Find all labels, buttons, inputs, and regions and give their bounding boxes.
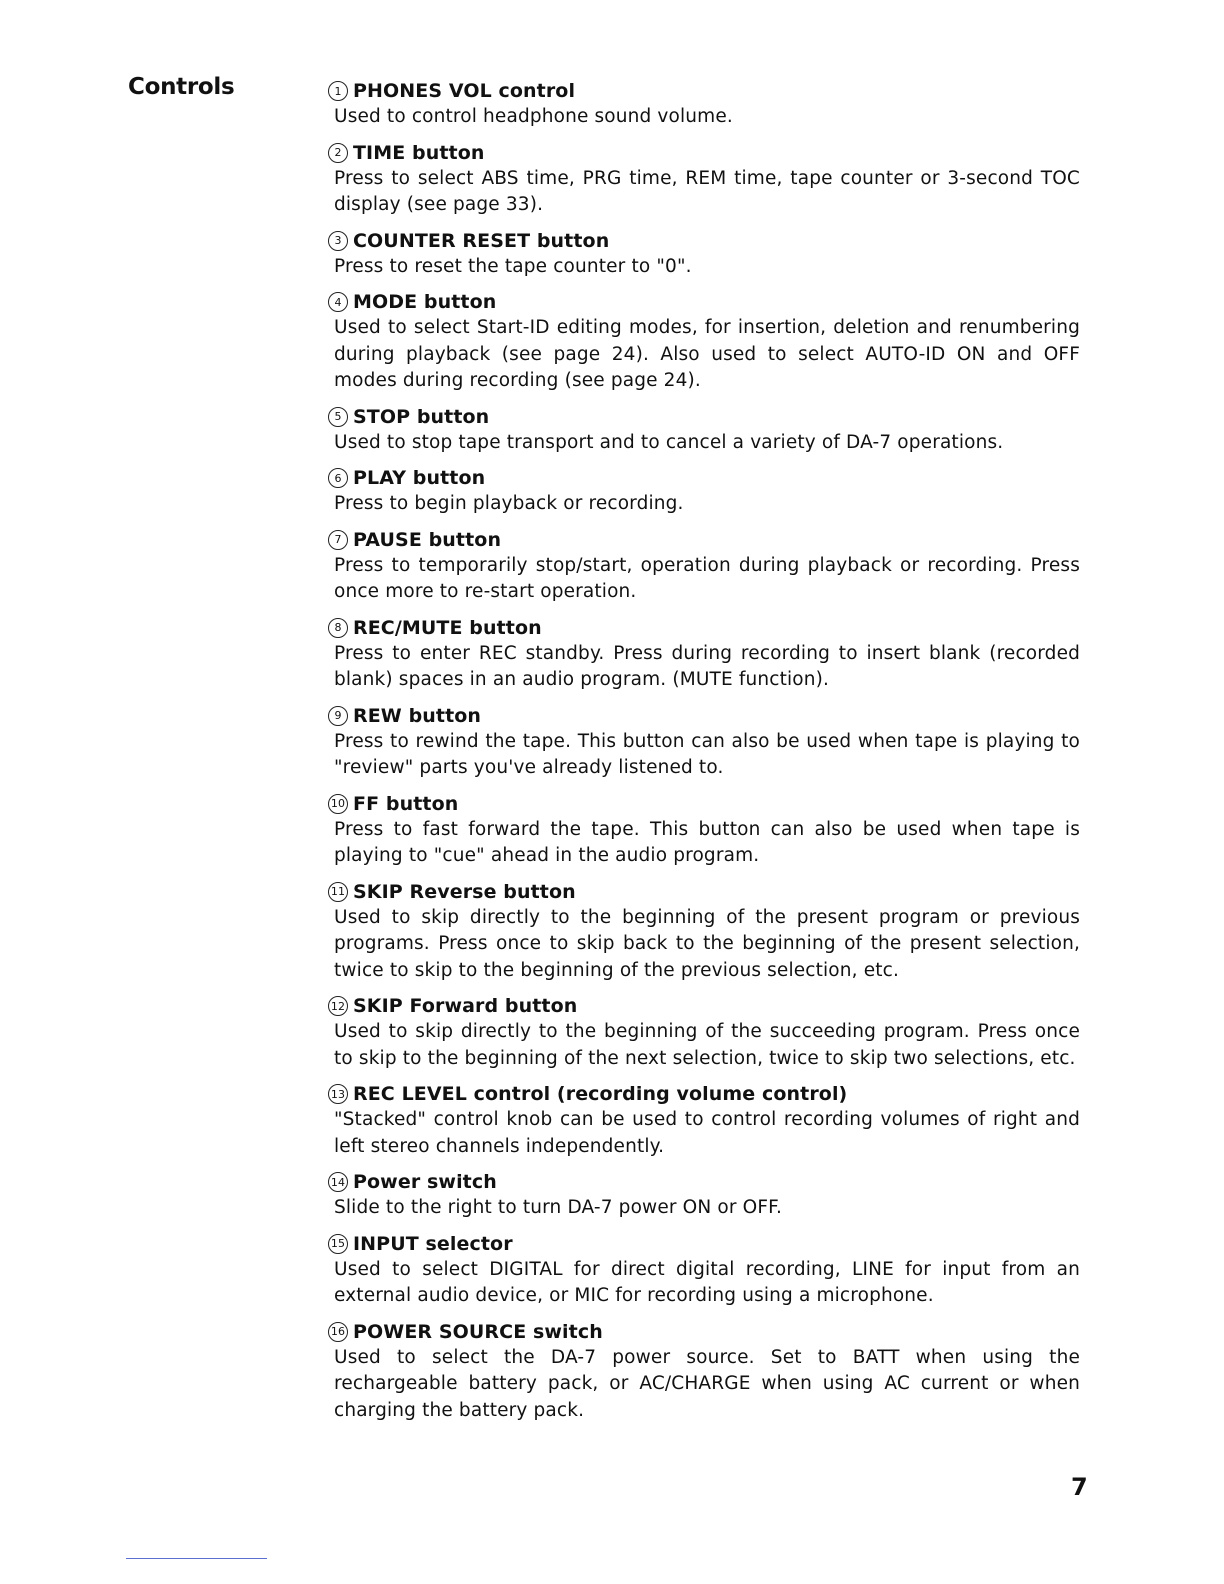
item-heading <box>328 1081 1080 1107</box>
item-title: REC/MUTE button <box>353 616 542 639</box>
item-description: Press to rewind the tape. This button can also be used when tape is playing to "review" parts you've already listened to. <box>334 730 1080 778</box>
item-heading <box>328 1319 1080 1345</box>
item-description: Press to temporarily stop/start, operation during playback or recording. Press once more to re-start operation. <box>334 554 1080 602</box>
control-item-time <box>328 140 1080 219</box>
control-item-skip-reverse <box>328 879 1080 985</box>
item-title: POWER SOURCE switch <box>353 1320 603 1343</box>
item-title: MODE button <box>353 291 497 313</box>
item-description: Press to begin playback or recording. <box>334 493 684 514</box>
item-number-badge: 11 <box>328 882 348 902</box>
item-heading <box>328 791 1080 817</box>
control-item-skip-forward <box>328 993 1080 1072</box>
item-title: REW button <box>353 704 482 727</box>
item-heading <box>328 993 1080 1019</box>
control-item-stop <box>328 404 1080 457</box>
footer-rule <box>126 1558 267 1559</box>
item-heading <box>328 879 1080 905</box>
item-description: Press to reset the tape counter to "0". <box>334 255 692 277</box>
item-title: SKIP Forward button <box>353 995 578 1017</box>
controls-list <box>328 78 1080 1433</box>
control-item-play <box>328 465 1080 518</box>
item-title: PLAY button <box>353 467 486 489</box>
item-description: Used to control headphone sound volume. <box>334 106 733 127</box>
item-title: PHONES VOL control <box>353 80 576 102</box>
item-title: TIME button <box>353 141 485 164</box>
item-description: Slide to the right to turn DA-7 power ON or OFF. <box>334 1197 782 1218</box>
item-title: SKIP Reverse button <box>353 880 576 903</box>
item-description: Used to select DIGITAL for direct digital recording, LINE for input from an external audio device, or MIC for recording using a microphone. <box>334 1258 1080 1306</box>
item-number-badge: 13 <box>328 1084 348 1104</box>
item-number-badge: 9 <box>328 706 348 726</box>
item-description: Used to select Start-ID editing modes, for insertion, deletion and renumbering during playback (see page 24). Also used to select AUTO-ID ON and OFF modes during recording (see page 24). <box>334 317 1080 391</box>
page-number: 7 <box>1071 1473 1088 1501</box>
item-number-badge: 2 <box>328 143 348 163</box>
item-heading <box>328 78 1080 104</box>
item-heading <box>328 228 1080 254</box>
item-heading <box>328 465 1080 491</box>
item-heading <box>328 527 1080 553</box>
item-description: "Stacked" control knob can be used to control recording volumes of right and left stereo channels independently. <box>334 1109 1080 1157</box>
item-number-badge: 5 <box>328 407 348 427</box>
item-heading <box>328 703 1080 729</box>
item-number-badge: 14 <box>328 1172 348 1192</box>
item-heading <box>328 615 1080 641</box>
control-item-mode <box>328 289 1080 395</box>
item-description: Used to skip directly to the beginning of the succeeding program. Press once to skip to the beginning of the next selection, twice to skip two selections, etc. <box>334 1021 1080 1069</box>
control-item-rec-mute <box>328 615 1080 694</box>
item-heading <box>328 289 1080 315</box>
item-title: STOP button <box>353 405 490 428</box>
item-title: COUNTER RESET button <box>353 229 610 252</box>
control-item-ff <box>328 791 1080 870</box>
item-heading <box>328 1231 1080 1257</box>
item-description: Press to select ABS time, PRG time, REM time, tape counter or 3-second TOC display (see page 33). <box>334 167 1080 215</box>
item-description: Press to fast forward the tape. This button can also be used when tape is playing to "cue" ahead in the audio program. <box>334 818 1080 866</box>
item-title: INPUT selector <box>353 1232 513 1255</box>
item-number-badge: 10 <box>328 794 348 814</box>
item-title: REC LEVEL control (recording volume control) <box>353 1083 848 1105</box>
item-number-badge: 4 <box>328 292 348 312</box>
item-number-badge: 8 <box>328 618 348 638</box>
control-item-power-switch <box>328 1169 1080 1222</box>
item-heading <box>328 140 1080 166</box>
item-number-badge: 12 <box>328 996 348 1016</box>
control-item-pause <box>328 527 1080 606</box>
control-item-rew <box>328 703 1080 782</box>
control-item-counter-reset <box>328 228 1080 281</box>
item-description: Used to select the DA-7 power source. Set to BATT when using the rechargeable battery pack, or AC/CHARGE when using AC current or when charging the battery pack. <box>334 1346 1080 1421</box>
control-item-input-selector <box>328 1231 1080 1310</box>
section-title: Controls <box>128 74 235 100</box>
item-number-badge: 1 <box>328 81 348 101</box>
item-number-badge: 3 <box>328 231 348 251</box>
item-heading <box>328 404 1080 430</box>
control-item-rec-level <box>328 1081 1080 1160</box>
item-title: FF button <box>353 792 459 815</box>
item-number-badge: 6 <box>328 468 348 488</box>
item-description: Press to enter REC standby. Press during recording to insert blank (recorded blank) spaces in an audio program. (MUTE function). <box>334 642 1080 690</box>
control-item-power-source <box>328 1319 1080 1425</box>
item-title: PAUSE button <box>353 528 502 551</box>
item-number-badge: 16 <box>328 1322 348 1342</box>
control-item-phones-vol <box>328 78 1080 131</box>
item-description: Used to stop tape transport and to cancel a variety of DA-7 operations. <box>334 431 1004 453</box>
item-number-badge: 15 <box>328 1234 348 1254</box>
item-title: Power switch <box>353 1171 497 1193</box>
item-number-badge: 7 <box>328 530 348 550</box>
item-description: Used to skip directly to the beginning of the present program or previous programs. Press once to skip back to the beginning of the present selection, twice to skip to the beginning of the previous selection, etc. <box>334 906 1080 981</box>
item-heading <box>328 1169 1080 1195</box>
